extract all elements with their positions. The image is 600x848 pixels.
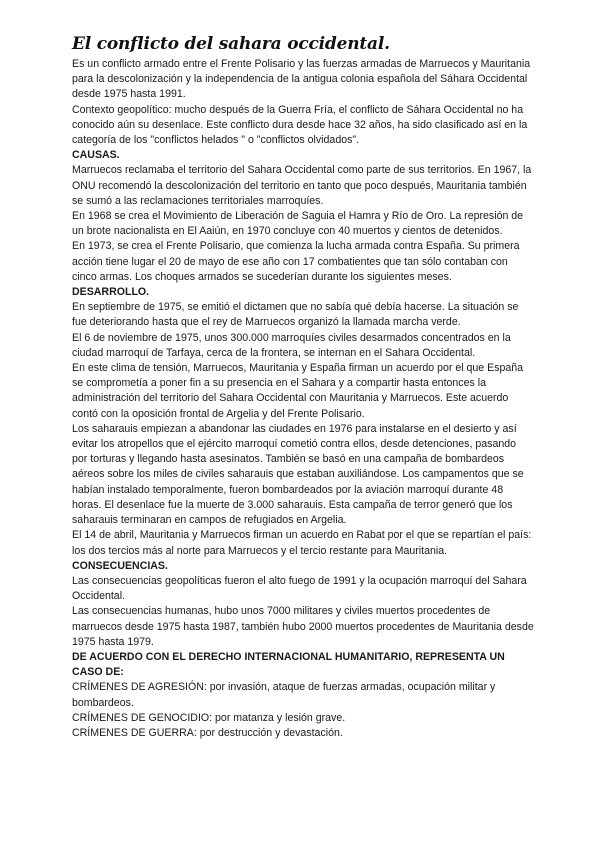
desarrollo-paragraph: En este clima de tensión, Marruecos, Mauritania y España firman un acuerdo por el que España se comprometía a poner fin a su presencia en el Sahara y a compartir hasta entonces la administración del territorio del Sahara Occidental con Mauritania y Marruecos. Este acuerdo contó con la oposición frontal de Argelia y del Frente Polisario. [72, 362, 524, 420]
desarrollo-paragraph: En septiembre de 1975, se emitió el dictamen que no sabía qué debía hacerse. La situación se fue deteriorando hasta que el rey de Marruecos organizó la llamada marcha verde. [72, 301, 519, 329]
intro-paragraph: Es un conflicto armado entre el Frente Polisario y las fuerzas armadas de Marruecos y Mauritania para la descolonización y la independencia de la antigua colonia española del Sáhara Occidental desde 1975 hasta 1991. [72, 58, 531, 101]
dih-heading: DE ACUERDO CON EL DERECHO INTERNACIONAL HUMANITARIO, REPRESENTA UN CASO DE: [72, 650, 505, 679]
intro-paragraph: Contexto geopolítico: mucho después de la Guerra Fría, el conflicto de Sáhara Occidental no ha conocido aún su desenlace. Este conflicto dura desde hace 32 años, ha sido clasificado así en la categoría de los "conflictos helados " o "conflictos olvidados". [72, 103, 528, 147]
crimen-item: CRÍMENES DE AGRESIÓN: por invasión, ataque de fuerzas armadas, ocupación militar y bombardeos. [72, 681, 496, 709]
crimen-item: CRÍMENES DE GUERRA: por destrucción y devastación. [72, 726, 343, 739]
consecuencias-heading: CONSECUENCIAS. [72, 559, 168, 572]
desarrollo-paragraph: El 14 de abril, Mauritania y Marruecos firman un acuerdo en Rabat por el que se repartían el país: los dos tercios más al norte para Marruecos y el tercio restante para Mauritania. [72, 529, 532, 557]
causas-paragraph: En 1968 se crea el Movimiento de Liberación de Saguia el Hamra y Río de Oro. La represión de un brote nacionalista en El Aaiún, en 1970 concluye con 40 muertos y cientos de detenidos. [72, 210, 524, 238]
document-title: El conflicto del sahara occidental. [72, 34, 390, 54]
consecuencias-paragraph: Las consecuencias humanas, hubo unos 7000 militares y civiles muertos procedentes de marruecos desde 1975 hasta 1987, también hubo 2000 muertos procedentes de Mauritania desde 1975 hasta 1979. [72, 605, 534, 648]
desarrollo-paragraph: Los saharauis empiezan a abandonar las ciudades en 1976 para instalarse en el desierto y así evitar los atropellos que el ejército marroquí cometió contra ellos, desde detenciones, pasando por torturas y llegando hasta asesinatos. También se basó en una campaña de bombardeos aéreos sobre los miles de civiles saharauis que estaban auxiliándose. Los campamentos que se habían instalado temporalmente, fueron bombardeados por la aviación marroquí durante 48 horas. El desenlace fue la muerte de 3.000 saharauis. Esta campaña de terror generó que los saharauis terminaran en campos de refugiados en Argelia. [72, 422, 524, 527]
causas-paragraph: En 1973, se crea el Frente Polisario, que comienza la lucha armada contra España. Su primera acción tiene lugar el 20 de mayo de ese año con 17 combatientes que tan sólo contaban con cinco armas. Los choques armados se sucederían durante los siguientes meses. [72, 240, 520, 283]
desarrollo-paragraph: El 6 de noviembre de 1975, unos 300.000 marroquíes civiles desarmados concentrados en la ciudad marroquí de Tarfaya, cerca de la frontera, se internan en el Sahara Occidental. [72, 331, 511, 359]
causas-paragraph: Marruecos reclamaba el territorio del Sahara Occidental como parte de sus territorios. En 1967, la ONU recomendó la descolonización del territorio en tanto que poco después, Mauritania también se sumó a las reclamaciones territoriales marroquíes. [72, 164, 532, 207]
consecuencias-paragraph: Las consecuencias geopolíticas fueron el alto fuego de 1991 y la ocupación marroquí del Sahara Occidental. [72, 574, 527, 603]
causas-heading: CAUSAS. [72, 149, 120, 162]
desarrollo-heading: DESARROLLO. [72, 286, 150, 299]
crimen-item: CRÍMENES DE GENOCIDIO: por matanza y lesión grave. [72, 711, 346, 724]
